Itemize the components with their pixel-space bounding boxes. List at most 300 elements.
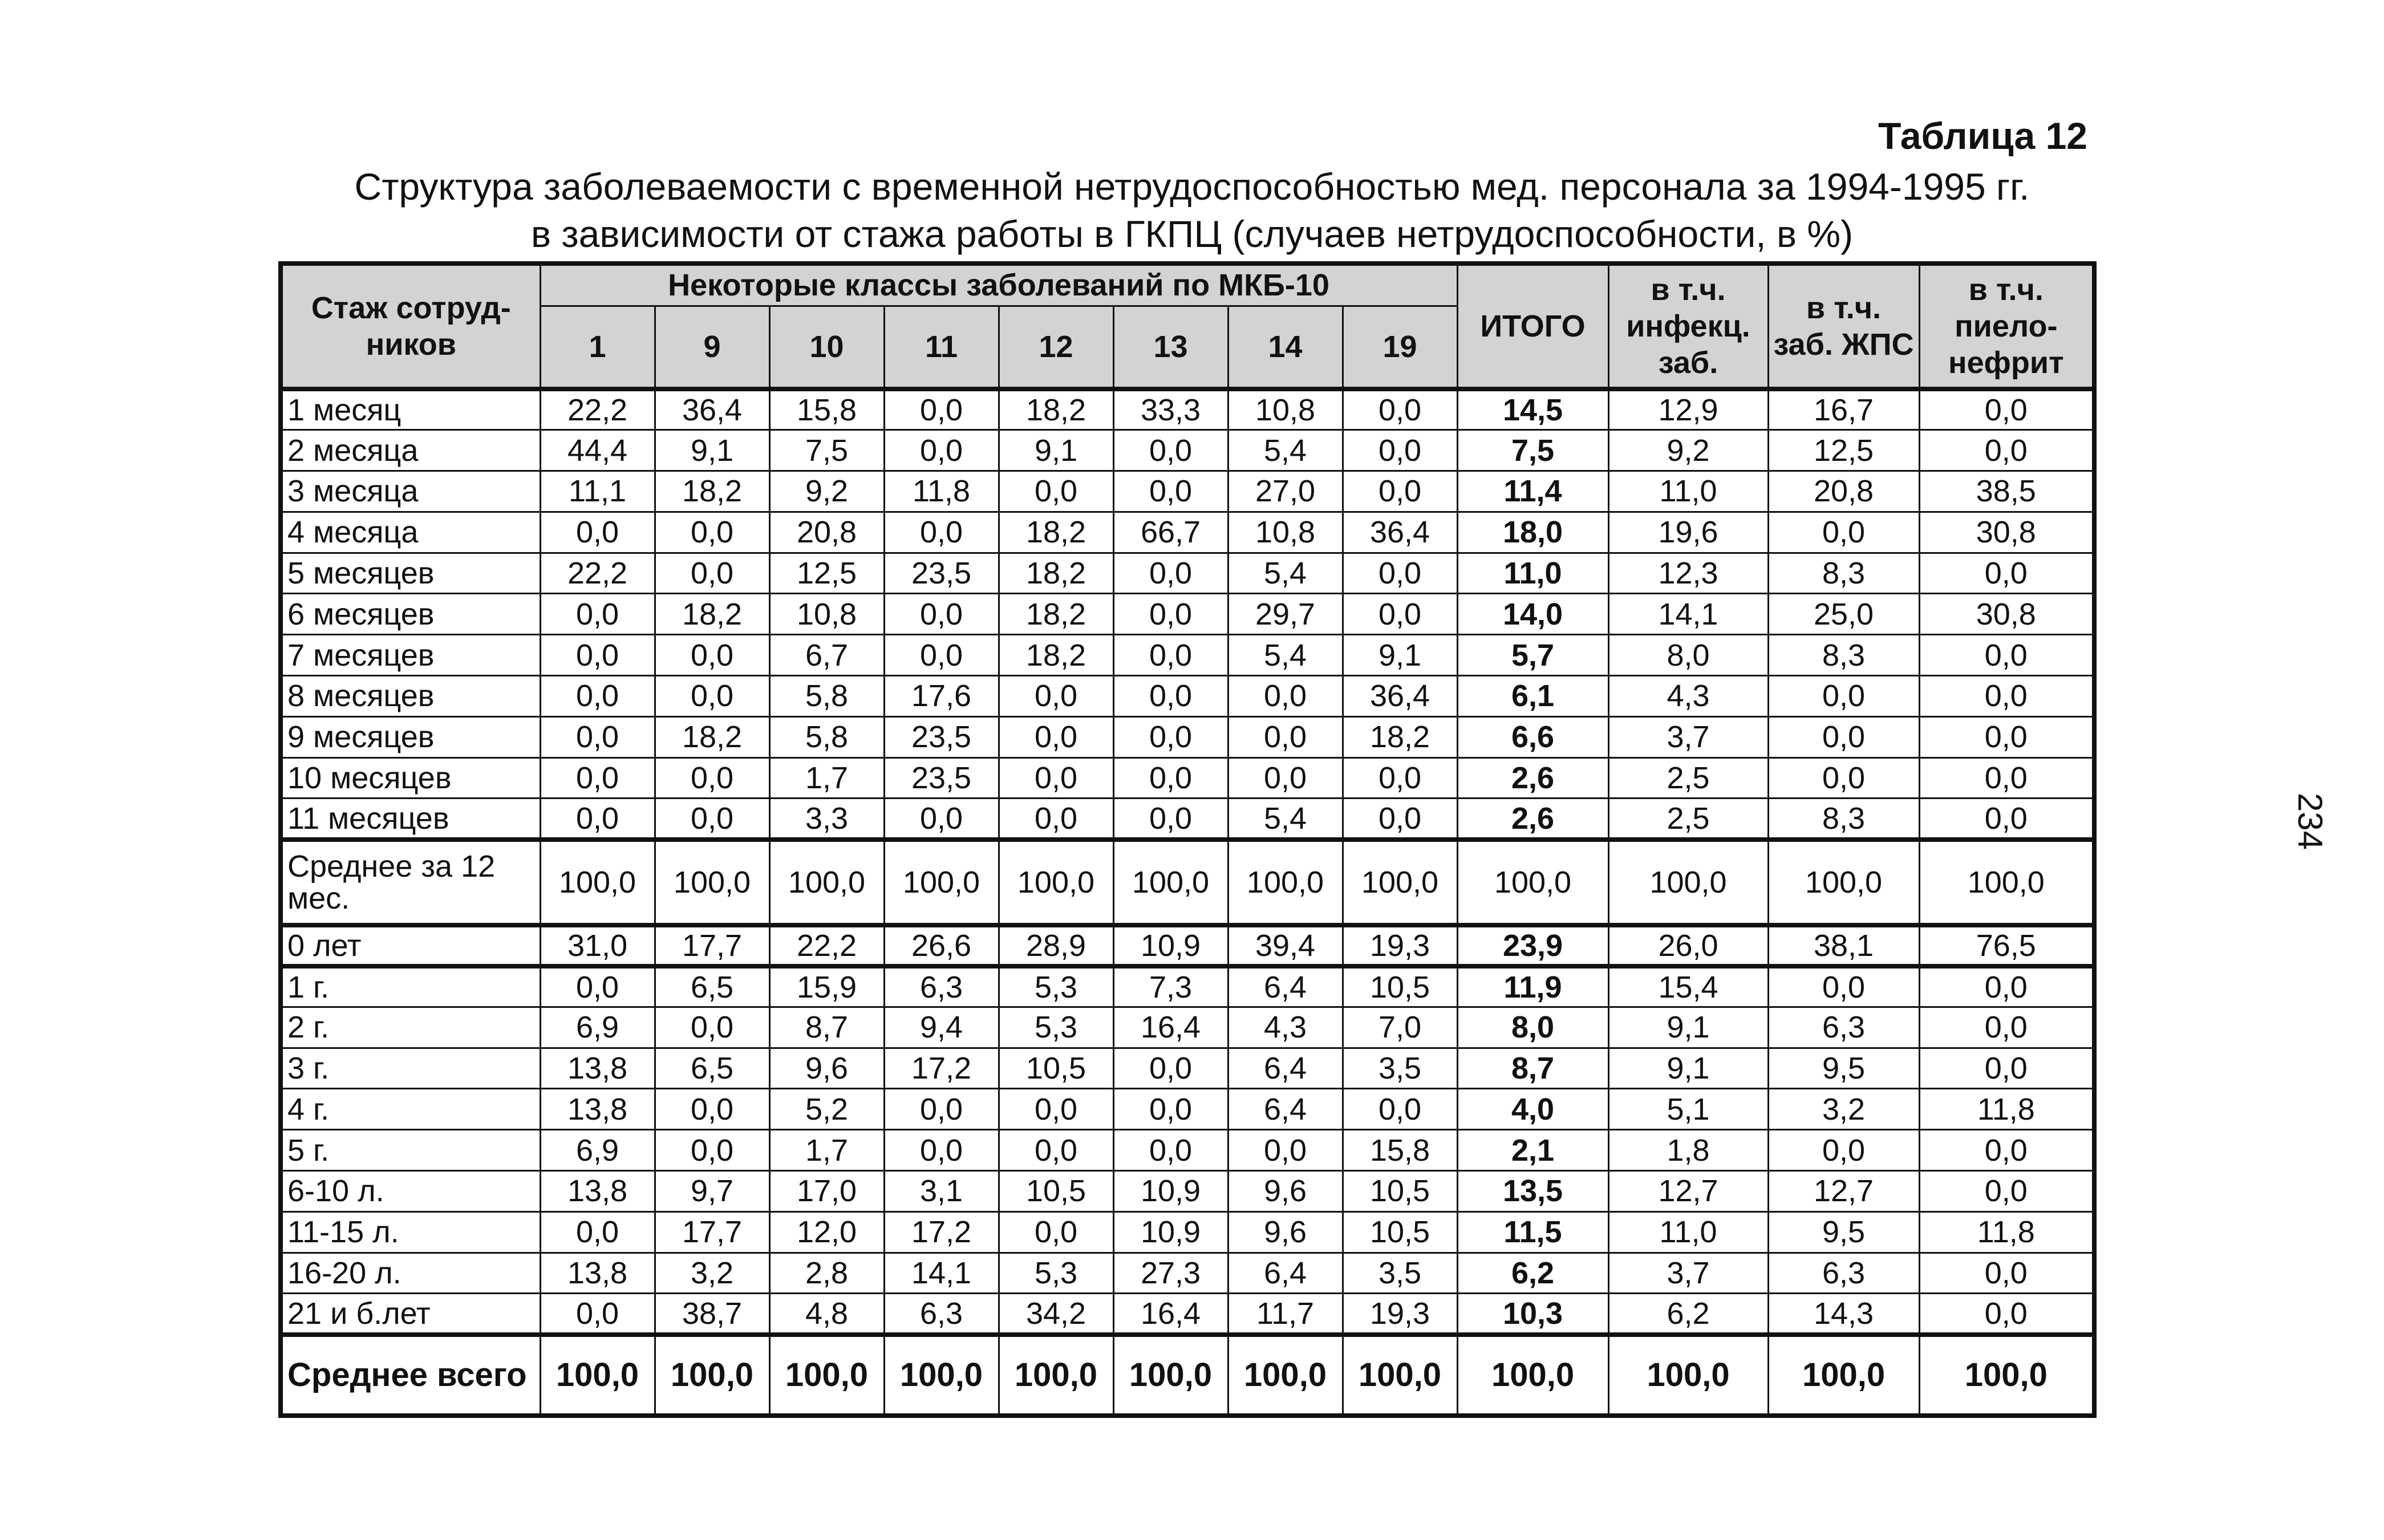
cell-pielo: 0,0 [1919, 1048, 2094, 1089]
cell-pielo: 0,0 [1919, 757, 2094, 799]
cell: 22,2 [540, 389, 655, 430]
cell: 5,8 [769, 676, 884, 717]
header-class: 14 [1228, 306, 1343, 389]
cell: 0,0 [540, 966, 655, 1007]
cell-pielo: 0,0 [1919, 799, 2094, 840]
cell-zhps: 9,5 [1768, 1048, 1919, 1089]
cell: 12,0 [769, 1211, 884, 1253]
cell-itogo: 8,7 [1457, 1048, 1608, 1089]
cell-infek: 11,0 [1608, 471, 1768, 512]
cell: 10,9 [1113, 1211, 1228, 1253]
cell-pielo: 0,0 [1919, 1007, 2094, 1048]
row-label: 0 лет [281, 925, 540, 966]
cell-zhps: 3,2 [1768, 1089, 1919, 1130]
table-title-line-1: Структура заболеваемости с временной нетрудоспособностью мед. персонала за 1994-1995 гг. [354, 165, 2030, 208]
table-row [281, 1089, 2094, 1130]
table-row [281, 430, 2094, 471]
cell: 0,0 [884, 635, 999, 676]
cell-itogo: 7,5 [1457, 430, 1608, 471]
cell: 0,0 [1343, 1089, 1457, 1130]
cell: 0,0 [884, 512, 999, 553]
cell: 23,5 [884, 716, 999, 757]
cell: 6,5 [655, 966, 769, 1007]
cell-infek: 5,1 [1608, 1089, 1768, 1130]
cell: 100,0 [1343, 840, 1457, 925]
cell-zhps: 6,3 [1768, 1253, 1919, 1294]
table-row [281, 1294, 2094, 1335]
cell: 15,8 [1343, 1130, 1457, 1171]
cell: 0,0 [655, 1089, 769, 1130]
cell: 0,0 [1113, 635, 1228, 676]
cell: 5,3 [999, 1253, 1113, 1294]
cell: 34,2 [999, 1294, 1113, 1335]
cell: 9,4 [884, 1007, 999, 1048]
cell-zhps: 0,0 [1768, 1130, 1919, 1171]
cell-itogo: 14,0 [1457, 594, 1608, 635]
cell: 31,0 [540, 925, 655, 966]
cell: 0,0 [540, 512, 655, 553]
cell: 0,0 [1113, 676, 1228, 717]
header-class: 13 [1113, 306, 1228, 389]
cell-zhps: 8,3 [1768, 553, 1919, 594]
cell: 3,1 [884, 1171, 999, 1212]
cell: 0,0 [540, 799, 655, 840]
cell: 0,0 [999, 1211, 1113, 1253]
cell: 100,0 [1113, 840, 1228, 925]
cell: 9,1 [655, 430, 769, 471]
row-label: 2 месяца [281, 430, 540, 471]
cell: 100,0 [769, 840, 884, 925]
cell: 0,0 [540, 1294, 655, 1335]
cell-itogo: 11,9 [1457, 966, 1608, 1007]
cell: 36,4 [1343, 676, 1457, 717]
cell: 5,4 [1228, 799, 1343, 840]
cell-infek: 6,2 [1608, 1294, 1768, 1335]
cell-pielo: 11,8 [1919, 1089, 2094, 1130]
cell: 0,0 [1113, 716, 1228, 757]
header-zhps: в т.ч. заб. ЖПС [1768, 264, 1919, 389]
cell: 39,4 [1228, 925, 1343, 966]
cell: 29,7 [1228, 594, 1343, 635]
cell: 10,5 [999, 1171, 1113, 1212]
cell-pielo: 30,8 [1919, 512, 2094, 553]
cell: 10,8 [1228, 512, 1343, 553]
cell: 8,7 [769, 1007, 884, 1048]
cell: 17,7 [655, 925, 769, 966]
cell-itogo: 2,1 [1457, 1130, 1608, 1171]
cell-infek: 4,3 [1608, 676, 1768, 717]
cell: 23,5 [884, 757, 999, 799]
cell: 22,2 [769, 925, 884, 966]
cell: 13,8 [540, 1253, 655, 1294]
cell: 17,7 [655, 1211, 769, 1253]
header-itogo: ИТОГО [1457, 264, 1608, 389]
cell: 0,0 [1113, 1130, 1228, 1171]
cell-pielo: 0,0 [1919, 1253, 2094, 1294]
cell: 3,3 [769, 799, 884, 840]
cell: 1,7 [769, 757, 884, 799]
cell: 0,0 [1113, 553, 1228, 594]
cell: 26,6 [884, 925, 999, 966]
cell: 11,7 [1228, 1294, 1343, 1335]
table-row [281, 1007, 2094, 1048]
row-label: 3 месяца [281, 471, 540, 512]
row-label: 21 и б.лет [281, 1294, 540, 1335]
row-label: 1 г. [281, 966, 540, 1007]
cell: 100,0 [1113, 1335, 1228, 1416]
cell: 0,0 [884, 1089, 999, 1130]
row-label: 9 месяцев [281, 716, 540, 757]
cell-zhps: 38,1 [1768, 925, 1919, 966]
cell: 0,0 [1228, 757, 1343, 799]
row-label: 11 месяцев [281, 799, 540, 840]
cell-pielo: 76,5 [1919, 925, 2094, 966]
cell: 5,4 [1228, 635, 1343, 676]
cell: 5,3 [999, 1007, 1113, 1048]
cell: 0,0 [655, 553, 769, 594]
cell: 9,6 [769, 1048, 884, 1089]
cell-zhps: 0,0 [1768, 676, 1919, 717]
cell: 17,2 [884, 1048, 999, 1089]
cell-itogo: 23,9 [1457, 925, 1608, 966]
cell: 4,8 [769, 1294, 884, 1335]
cell: 10,5 [999, 1048, 1113, 1089]
cell-itogo: 5,7 [1457, 635, 1608, 676]
cell: 4,3 [1228, 1007, 1343, 1048]
cell-itogo: 14,5 [1457, 389, 1608, 430]
cell-itogo: 6,2 [1457, 1253, 1608, 1294]
cell: 100,0 [769, 1335, 884, 1416]
cell-infek: 26,0 [1608, 925, 1768, 966]
cell: 0,0 [1343, 799, 1457, 840]
cell-zhps: 100,0 [1768, 840, 1919, 925]
table-row [281, 1130, 2094, 1171]
cell: 1,7 [769, 1130, 884, 1171]
cell: 0,0 [884, 430, 999, 471]
cell: 0,0 [999, 716, 1113, 757]
cell: 18,2 [999, 594, 1113, 635]
cell-zhps: 12,7 [1768, 1171, 1919, 1212]
cell: 10,5 [1343, 1171, 1457, 1212]
cell: 100,0 [1228, 840, 1343, 925]
table-row [281, 512, 2094, 553]
cell: 0,0 [999, 676, 1113, 717]
row-label: Среднее всего [281, 1335, 540, 1416]
cell: 6,9 [540, 1007, 655, 1048]
row-label: 1 месяц [281, 389, 540, 430]
row-label: 5 г. [281, 1130, 540, 1171]
cell-pielo: 0,0 [1919, 1171, 2094, 1212]
cell-infek: 1,8 [1608, 1130, 1768, 1171]
cell: 6,3 [884, 1294, 999, 1335]
table-number: Таблица 12 [1878, 115, 2087, 157]
table-row [281, 635, 2094, 676]
cell: 100,0 [1343, 1335, 1457, 1416]
cell: 9,6 [1228, 1171, 1343, 1212]
cell: 3,5 [1343, 1253, 1457, 1294]
row-label: 10 месяцев [281, 757, 540, 799]
cell-pielo: 100,0 [1919, 1335, 2094, 1416]
cell: 0,0 [1228, 716, 1343, 757]
cell: 0,0 [540, 1211, 655, 1253]
cell: 16,4 [1113, 1007, 1228, 1048]
header-class: 10 [769, 306, 884, 389]
cell: 3,2 [655, 1253, 769, 1294]
cell: 0,0 [999, 757, 1113, 799]
average-total-row [281, 1335, 2094, 1416]
cell-itogo: 8,0 [1457, 1007, 1608, 1048]
cell-infek: 9,1 [1608, 1048, 1768, 1089]
cell: 0,0 [999, 1089, 1113, 1130]
table-title-line-2: в зависимости от стажа работы в ГКПЦ (случаев нетрудоспособности, в %) [530, 213, 1854, 255]
cell: 9,1 [1343, 635, 1457, 676]
cell-infek: 9,1 [1608, 1007, 1768, 1048]
cell-zhps: 12,5 [1768, 430, 1919, 471]
table-row [281, 716, 2094, 757]
cell: 9,6 [1228, 1211, 1343, 1253]
cell: 18,2 [999, 512, 1113, 553]
cell-infek: 8,0 [1608, 635, 1768, 676]
cell-itogo: 6,6 [1457, 716, 1608, 757]
cell: 100,0 [884, 840, 999, 925]
cell: 100,0 [999, 840, 1113, 925]
table-row [281, 676, 2094, 717]
cell-pielo: 0,0 [1919, 716, 2094, 757]
cell: 0,0 [655, 757, 769, 799]
cell: 0,0 [1343, 594, 1457, 635]
cell: 0,0 [999, 799, 1113, 840]
header-class: 11 [884, 306, 999, 389]
cell: 0,0 [655, 676, 769, 717]
cell: 0,0 [655, 635, 769, 676]
cell: 18,2 [999, 389, 1113, 430]
cell: 0,0 [1113, 430, 1228, 471]
cell: 66,7 [1113, 512, 1228, 553]
cell-zhps: 100,0 [1768, 1335, 1919, 1416]
row-label: 11-15 л. [281, 1211, 540, 1253]
cell-itogo: 18,0 [1457, 512, 1608, 553]
cell: 6,4 [1228, 1089, 1343, 1130]
cell: 27,3 [1113, 1253, 1228, 1294]
cell-itogo: 11,0 [1457, 553, 1608, 594]
cell-zhps: 25,0 [1768, 594, 1919, 635]
header-class: 12 [999, 306, 1113, 389]
cell-infek: 3,7 [1608, 716, 1768, 757]
cell-pielo: 0,0 [1919, 1130, 2094, 1171]
cell: 27,0 [1228, 471, 1343, 512]
cell: 36,4 [655, 389, 769, 430]
cell: 33,3 [1113, 389, 1228, 430]
cell: 9,1 [999, 430, 1113, 471]
cell-itogo: 10,3 [1457, 1294, 1608, 1335]
cell-itogo: 2,6 [1457, 799, 1608, 840]
cell: 6,7 [769, 635, 884, 676]
cell: 100,0 [655, 840, 769, 925]
cell: 0,0 [1113, 1048, 1228, 1089]
cell: 0,0 [1113, 799, 1228, 840]
cell: 9,7 [655, 1171, 769, 1212]
cell: 0,0 [655, 512, 769, 553]
table-row [281, 757, 2094, 799]
table-row [281, 799, 2094, 840]
cell-pielo: 0,0 [1919, 553, 2094, 594]
cell: 17,6 [884, 676, 999, 717]
cell-itogo: 2,6 [1457, 757, 1608, 799]
row-label: 4 г. [281, 1089, 540, 1130]
cell: 0,0 [884, 594, 999, 635]
cell: 0,0 [540, 716, 655, 757]
cell: 0,0 [999, 1130, 1113, 1171]
cell: 0,0 [1113, 471, 1228, 512]
cell-pielo: 100,0 [1919, 840, 2094, 925]
header-pielo: в т.ч. пиело-нефрит [1919, 264, 2094, 389]
cell-pielo: 0,0 [1919, 1294, 2094, 1335]
cell: 0,0 [1113, 594, 1228, 635]
cell-zhps: 0,0 [1768, 757, 1919, 799]
cell-infek: 9,2 [1608, 430, 1768, 471]
cell: 6,4 [1228, 966, 1343, 1007]
cell: 10,8 [1228, 389, 1343, 430]
cell-itogo: 4,0 [1457, 1089, 1608, 1130]
zero-years-row [281, 925, 2094, 966]
cell: 19,3 [1343, 925, 1457, 966]
table-row [281, 966, 2094, 1007]
cell: 100,0 [540, 840, 655, 925]
cell-infek: 2,5 [1608, 799, 1768, 840]
cell: 10,9 [1113, 1171, 1228, 1212]
cell-pielo: 0,0 [1919, 676, 2094, 717]
cell: 0,0 [540, 594, 655, 635]
header-stazh: Стаж сотруд-ников [281, 264, 540, 389]
cell: 0,0 [1113, 757, 1228, 799]
table-row [281, 594, 2094, 635]
cell-pielo: 11,8 [1919, 1211, 2094, 1253]
cell: 0,0 [540, 757, 655, 799]
cell: 19,3 [1343, 1294, 1457, 1335]
table-row [281, 553, 2094, 594]
cell: 6,4 [1228, 1253, 1343, 1294]
cell-zhps: 6,3 [1768, 1007, 1919, 1048]
cell: 0,0 [655, 1130, 769, 1171]
cell: 3,5 [1343, 1048, 1457, 1089]
cell: 14,1 [884, 1253, 999, 1294]
row-label: Среднее за 12 мес. [281, 840, 540, 925]
cell: 6,4 [1228, 1048, 1343, 1089]
header-class: 19 [1343, 306, 1457, 389]
cell-infek: 100,0 [1608, 1335, 1768, 1416]
cell: 13,8 [540, 1048, 655, 1089]
row-label: 6-10 л. [281, 1171, 540, 1212]
table-row [281, 389, 2094, 430]
cell-pielo: 0,0 [1919, 635, 2094, 676]
cell-zhps: 0,0 [1768, 512, 1919, 553]
cell: 5,4 [1228, 430, 1343, 471]
cell: 16,4 [1113, 1294, 1228, 1335]
morbidity-table [278, 261, 2097, 1418]
cell: 100,0 [884, 1335, 999, 1416]
cell: 0,0 [655, 1007, 769, 1048]
cell: 11,8 [884, 471, 999, 512]
cell-infek: 19,6 [1608, 512, 1768, 553]
cell: 15,8 [769, 389, 884, 430]
cell: 0,0 [540, 635, 655, 676]
row-label: 7 месяцев [281, 635, 540, 676]
row-label: 16-20 л. [281, 1253, 540, 1294]
cell-infek: 11,0 [1608, 1211, 1768, 1253]
cell-infek: 100,0 [1608, 840, 1768, 925]
cell: 7,0 [1343, 1007, 1457, 1048]
cell: 5,2 [769, 1089, 884, 1130]
cell: 0,0 [884, 389, 999, 430]
cell: 13,8 [540, 1089, 655, 1130]
cell: 0,0 [1113, 1089, 1228, 1130]
cell: 0,0 [884, 799, 999, 840]
cell: 5,8 [769, 716, 884, 757]
cell-infek: 3,7 [1608, 1253, 1768, 1294]
row-label: 8 месяцев [281, 676, 540, 717]
cell: 100,0 [655, 1335, 769, 1416]
cell: 12,5 [769, 553, 884, 594]
cell-itogo: 6,1 [1457, 676, 1608, 717]
cell: 28,9 [999, 925, 1113, 966]
cell: 38,7 [655, 1294, 769, 1335]
cell-infek: 12,7 [1608, 1171, 1768, 1212]
cell-zhps: 0,0 [1768, 716, 1919, 757]
cell-pielo: 30,8 [1919, 594, 2094, 635]
cell-itogo: 11,4 [1457, 471, 1608, 512]
average-12-months-row [281, 840, 2094, 925]
header-class: 9 [655, 306, 769, 389]
cell: 11,1 [540, 471, 655, 512]
cell-itogo: 13,5 [1457, 1171, 1608, 1212]
cell: 0,0 [1228, 1130, 1343, 1171]
row-label: 5 месяцев [281, 553, 540, 594]
header-infek: в т.ч. инфекц. заб. [1608, 264, 1768, 389]
cell: 7,5 [769, 430, 884, 471]
table-row [281, 1048, 2094, 1089]
table-row [281, 471, 2094, 512]
row-label: 2 г. [281, 1007, 540, 1048]
cell: 17,0 [769, 1171, 884, 1212]
cell: 23,5 [884, 553, 999, 594]
cell: 0,0 [655, 799, 769, 840]
cell: 13,8 [540, 1171, 655, 1212]
table-row [281, 1171, 2094, 1212]
table-row [281, 1211, 2094, 1253]
cell-itogo: 100,0 [1457, 840, 1608, 925]
cell: 18,2 [655, 471, 769, 512]
cell-pielo: 0,0 [1919, 430, 2094, 471]
cell: 10,5 [1343, 966, 1457, 1007]
cell: 5,4 [1228, 553, 1343, 594]
cell: 6,5 [655, 1048, 769, 1089]
cell: 7,3 [1113, 966, 1228, 1007]
cell: 0,0 [1343, 471, 1457, 512]
cell-infek: 12,3 [1608, 553, 1768, 594]
cell-zhps: 20,8 [1768, 471, 1919, 512]
cell: 44,4 [540, 430, 655, 471]
cell: 2,8 [769, 1253, 884, 1294]
cell: 6,9 [540, 1130, 655, 1171]
header-class: 1 [540, 306, 655, 389]
cell-zhps: 8,3 [1768, 799, 1919, 840]
cell: 0,0 [540, 676, 655, 717]
row-label: 6 месяцев [281, 594, 540, 635]
cell: 20,8 [769, 512, 884, 553]
page-number: 234 [2291, 792, 2329, 850]
header-disease-classes: Некоторые классы заболеваний по МКБ-10 [540, 264, 1457, 306]
cell: 18,2 [999, 635, 1113, 676]
